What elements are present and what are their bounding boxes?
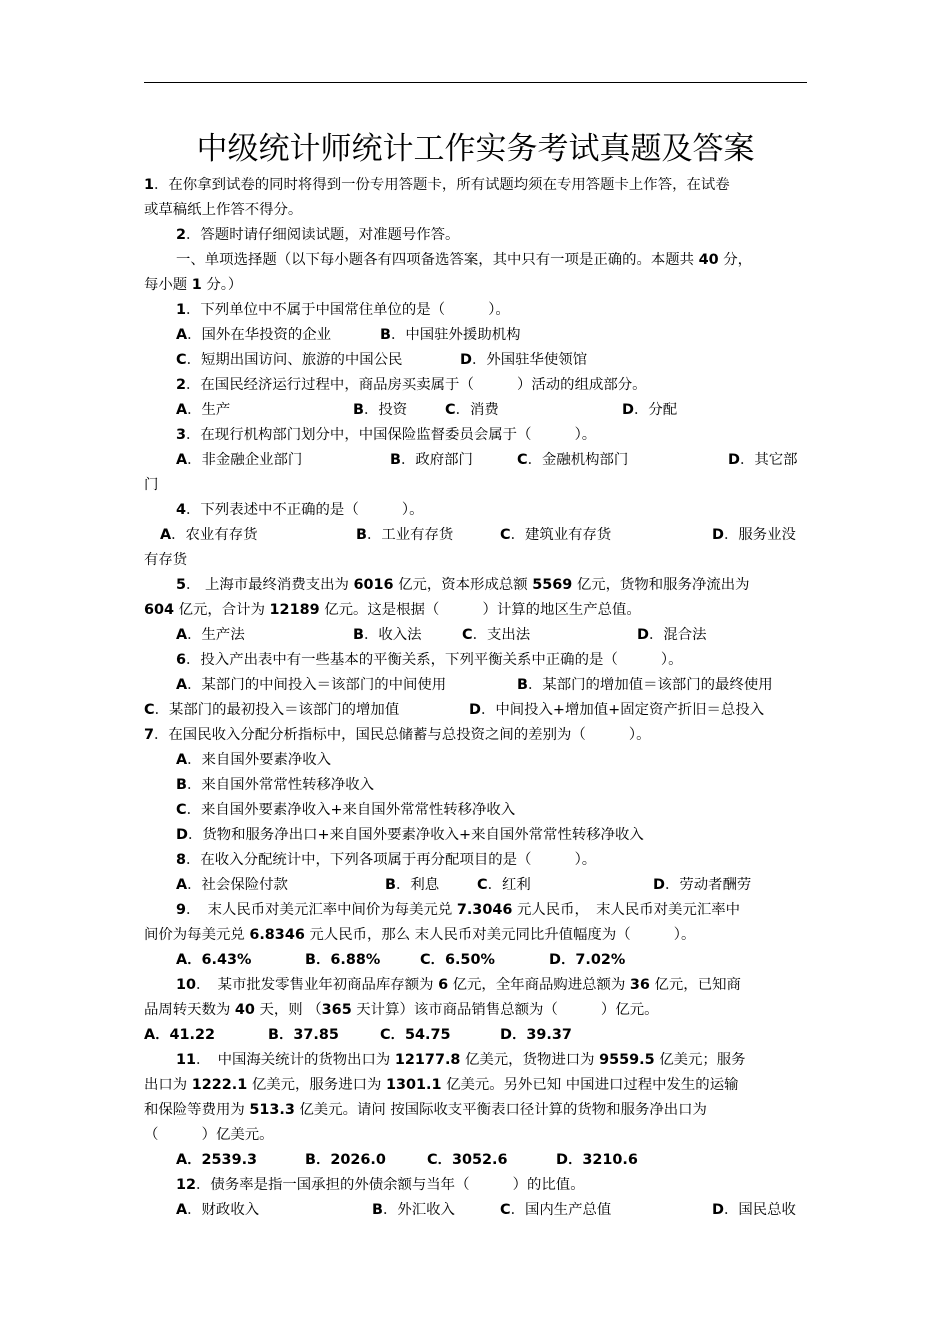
q11-option-b: B．2026.0 — [305, 1152, 386, 1168]
section-header-cont: 每小题 1 分。） — [144, 277, 243, 293]
q2-option-c: C．消费 — [445, 402, 499, 418]
question-11-cont-2: 和保险等费用为 513.3 亿美元。请问 按国际收支平衡表口径计算的货物和服务净出口为 — [144, 1102, 707, 1118]
q5-option-d: D．混合法 — [637, 627, 707, 643]
q4-option-a: A．农业有存货 — [160, 527, 258, 543]
page-title: 中级统计师统计工作实务考试真题及答案 — [196, 131, 755, 167]
question-6: 6．投入产出表中有一些基本的平衡关系，下列平衡关系中正确的是（ ）。 — [176, 652, 683, 668]
q3-option-b: B．政府部门 — [390, 452, 473, 468]
notice-1-cont: 或草稿纸上作答不得分。 — [144, 202, 303, 218]
q1-option-a: A．国外在华投资的企业 — [176, 327, 332, 343]
q3-option-d: D．其它部 — [728, 452, 798, 468]
notice-1: 1．在你拿到试卷的同时将得到一份专用答题卡，所有试题均须在专用答题卡上作答，在试卷 — [144, 177, 730, 193]
question-11-cont-3: （ ）亿美元。 — [144, 1127, 274, 1143]
question-3: 3．在现行机构部门划分中，中国保险监督委员会属于（ ）。 — [176, 427, 597, 443]
q12-option-a: A．财政收入 — [176, 1202, 260, 1218]
q10-option-b: B．37.85 — [268, 1027, 339, 1043]
q7-option-c: C．来自国外要素净收入+来自国外常常性转移净收入 — [176, 802, 516, 818]
q8-option-a: A．社会保险付款 — [176, 877, 288, 893]
question-11: 11． 中国海关统计的货物出口为 12177.8 亿美元，货物进口为 9559.5 亿美元；服务 — [176, 1052, 746, 1068]
q3-option-a: A．非金融企业部门 — [176, 452, 303, 468]
q12-option-b: B．外汇收入 — [372, 1202, 455, 1218]
q6-option-b: B．某部门的增加值＝该部门的最终使用 — [517, 677, 773, 693]
question-4: 4．下列表述中不正确的是（ ）。 — [176, 502, 424, 518]
q11-option-c: C．3052.6 — [427, 1152, 508, 1168]
q4-option-d: D．服务业没 — [712, 527, 796, 543]
q4-option-c: C．建筑业有存货 — [500, 527, 612, 543]
q1-option-c: C．短期出国访问、旅游的中国公民 — [176, 352, 403, 368]
q12-option-d: D．国民总收 — [712, 1202, 796, 1218]
question-10: 10． 某市批发零售业年初商品库存额为 6 亿元，全年商品购进总额为 36 亿元，已知商 — [176, 977, 741, 993]
notice-2: 2．答题时请仔细阅读试题，对准题号作答。 — [176, 227, 460, 243]
q5-option-a: A．生产法 — [176, 627, 245, 643]
question-9-cont: 间价为每美元兑 6.8346 元人民币，那么 末人民币对美元同比升值幅度为（ ）。 — [144, 927, 696, 943]
q11-option-d: D．3210.6 — [556, 1152, 638, 1168]
q9-option-d: D．7.02% — [549, 952, 626, 968]
q9-option-b: B．6.88% — [305, 952, 381, 968]
q6-option-c: C．某部门的最初投入＝该部门的增加值 — [144, 702, 400, 718]
question-10-cont: 品周转天数为 40 天，则 （365 天计算）该市商品销售总额为（ ）亿元。 — [144, 1002, 659, 1018]
q7-option-a: A．来自国外要素净收入 — [176, 752, 332, 768]
q3-option-c: C．金融机构部门 — [517, 452, 629, 468]
question-5: 5． 上海市最终消费支出为 6016 亿元，资本形成总额 5569 亿元，货物和服务净流出为 — [176, 577, 750, 593]
section-header: 一、单项选择题（以下每小题各有四项备选答案，其中只有一项是正确的。本题共 40 分， — [176, 252, 753, 268]
q2-option-d: D．分配 — [622, 402, 678, 418]
question-12: 12．债务率是指一国承担的外债余额与当年（ ）的比值。 — [176, 1177, 585, 1193]
q7-option-d: D．货物和服务净出口+来自国外要素净收入+来自国外常常性转移净收入 — [176, 827, 644, 843]
q10-option-c: C．54.75 — [380, 1027, 451, 1043]
q10-option-d: D．39.37 — [500, 1027, 572, 1043]
q7-option-b: B．来自国外常常性转移净收入 — [176, 777, 375, 793]
q8-option-d: D．劳动者酬劳 — [653, 877, 752, 893]
q5-option-b: B．收入法 — [353, 627, 422, 643]
question-11-cont-1: 出口为 1222.1 亿美元，服务进口为 1301.1 亿美元。另外已知 中国进口过程中发生的运输 — [144, 1077, 739, 1093]
question-1: 1．下列单位中不属于中国常住单位的是（ ）。 — [176, 302, 510, 318]
q2-option-a: A．生产 — [176, 402, 231, 418]
q12-option-c: C．国内生产总值 — [500, 1202, 612, 1218]
q8-option-b: B．利息 — [385, 877, 440, 893]
question-9: 9． 末人民币对美元汇率中间价为每美元兑 7.3046 元人民币， 末人民币对美元汇率中 — [176, 902, 741, 918]
q5-option-c: C．支出法 — [462, 627, 531, 643]
q6-option-d: D．中间投入+增加值+固定资产折旧＝总投入 — [469, 702, 765, 718]
q3-option-d-cont: 门 — [144, 477, 159, 493]
q2-option-b: B．投资 — [353, 402, 408, 418]
question-8: 8．在收入分配统计中，下列各项属于再分配项目的是（ ）。 — [176, 852, 597, 868]
question-2: 2．在国民经济运行过程中，商品房买卖属于（ ）活动的组成部分。 — [176, 377, 647, 393]
header-rule — [144, 82, 807, 83]
q6-option-a: A．某部门的中间投入＝该部门的中间使用 — [176, 677, 447, 693]
q4-option-d-cont: 有存货 — [144, 552, 188, 568]
q4-option-b: B．工业有存货 — [356, 527, 454, 543]
q11-option-a: A．2539.3 — [176, 1152, 258, 1168]
q8-option-c: C．红利 — [477, 877, 531, 893]
q9-option-c: C．6.50% — [420, 952, 495, 968]
q10-option-a: A．41.22 — [144, 1027, 216, 1043]
q9-option-a: A．6.43% — [176, 952, 252, 968]
q1-option-b: B．中国驻外援助机构 — [380, 327, 521, 343]
question-7: 7．在国民收入分配分析指标中，国民总储蓄与总投资之间的差别为（ ）。 — [144, 727, 651, 743]
question-5-cont: 604 亿元，合计为 12189 亿元。这是根据（ ）计算的地区生产总值。 — [144, 602, 641, 618]
q1-option-d: D．外国驻华使领馆 — [460, 352, 588, 368]
